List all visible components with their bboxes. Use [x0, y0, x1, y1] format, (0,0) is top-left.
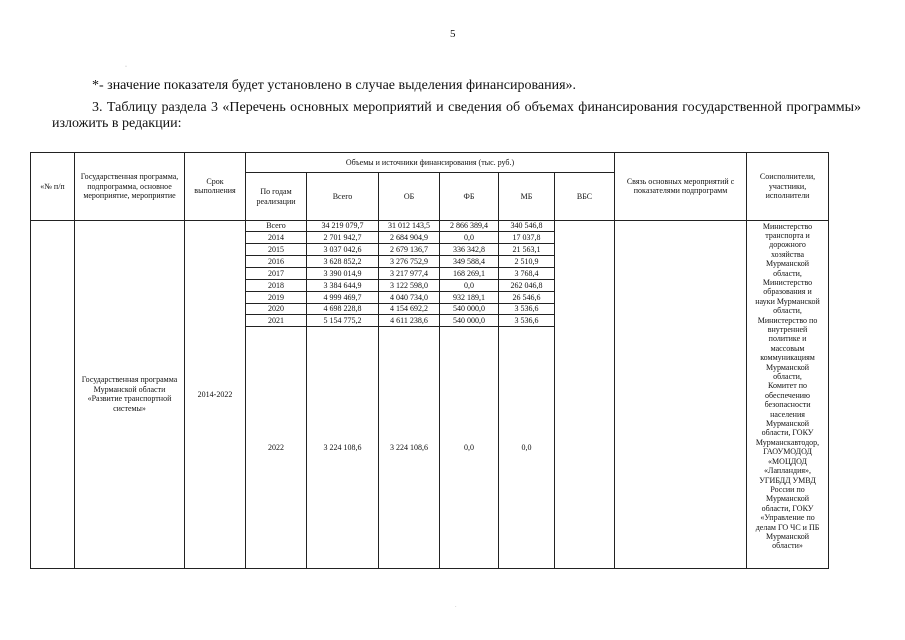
- executor-line: коммуникациям: [760, 353, 815, 363]
- row-fb: 2 866 389,4: [440, 220, 499, 232]
- header-fb: ФБ: [440, 173, 499, 220]
- row-total: 2 701 942,7: [307, 232, 379, 244]
- footnote-paragraph: *- значение показателя будет установлено в случае выделения финансирования».: [92, 78, 577, 93]
- executor-line: безопасности: [764, 400, 811, 410]
- row-year: 2014: [246, 232, 307, 244]
- row-fb: 540 000,0: [440, 315, 499, 327]
- executor-line: Министерство: [762, 221, 813, 231]
- row-fb: 0,0: [440, 279, 499, 291]
- row-mb: 3 536,6: [499, 303, 555, 315]
- executor-line: хозяйства: [770, 249, 805, 259]
- row-year: 2018: [246, 279, 307, 291]
- row-ob: 2 679 136,7: [379, 244, 440, 256]
- scan-speck: ·: [125, 64, 127, 70]
- executor-line: дорожного: [769, 240, 806, 250]
- executor-line: Мурманскавтодор,: [755, 437, 820, 447]
- row-fb: 932 189,1: [440, 291, 499, 303]
- row-mb: 0,0: [499, 327, 555, 569]
- executor-line: области,: [773, 268, 802, 278]
- row-total: 4 999 469,7: [307, 291, 379, 303]
- row-year: 2021: [246, 315, 307, 327]
- executor-line: УГИБДД УМВД: [759, 475, 816, 485]
- executor-line: Комитет по: [768, 381, 807, 391]
- executor-line: Министерство по: [757, 315, 818, 325]
- row-ob: 3 217 977,4: [379, 267, 440, 279]
- row-ob: 3 224 108,6: [379, 327, 440, 569]
- header-ob: ОБ: [379, 173, 440, 220]
- row-year: 2016: [246, 256, 307, 268]
- row-mb: 340 546,8: [499, 220, 555, 232]
- row-mb: 3 536,6: [499, 315, 555, 327]
- row-year: Всего: [246, 220, 307, 232]
- row-mb: 2 510,9: [499, 256, 555, 268]
- executor-line: области»: [772, 541, 803, 551]
- header-funding-group: Объемы и источники финансирования (тыс. руб.): [246, 153, 615, 173]
- executor-line: России по: [770, 484, 805, 494]
- row-total: 3 037 042,6: [307, 244, 379, 256]
- row-ob: 3 276 752,9: [379, 256, 440, 268]
- program-name-cell: Государственная программа Мурманской области «Развитие транспортной системы»: [75, 220, 185, 568]
- executor-line: Мурманской: [766, 494, 809, 504]
- executor-line: Мурманской: [766, 259, 809, 269]
- row-vbs: [555, 220, 615, 568]
- executor-line: массовым: [770, 343, 805, 353]
- row-mb: 3 768,4: [499, 267, 555, 279]
- page-number: 5: [450, 28, 456, 40]
- row-total: 3 224 108,6: [307, 327, 379, 569]
- term-cell: 2014-2022: [185, 220, 246, 568]
- executor-line: «МОЦДОД: [768, 456, 808, 466]
- row-mb: 21 563,1: [499, 244, 555, 256]
- row-total: 5 154 775,2: [307, 315, 379, 327]
- header-num: «№ п/п: [31, 153, 75, 221]
- executor-line: «Управление по: [760, 513, 815, 523]
- executor-line: обеспечению: [765, 390, 811, 400]
- header-term: Срок выполнения: [185, 153, 246, 221]
- row-ob: 2 684 904,9: [379, 232, 440, 244]
- header-executors: Соисполнители, участники, исполнители: [747, 153, 829, 221]
- row-ob: 3 122 598,0: [379, 279, 440, 291]
- row-year: 2022: [246, 327, 307, 569]
- header-years: По годам реализации: [246, 173, 307, 220]
- row-total: 3 384 644,9: [307, 279, 379, 291]
- row-total: 3 390 014,9: [307, 267, 379, 279]
- row-fb: 336 342,8: [440, 244, 499, 256]
- row-fb: 0,0: [440, 232, 499, 244]
- row-year: 2020: [246, 303, 307, 315]
- row-fb: 168 269,1: [440, 267, 499, 279]
- row-ob: 4 040 734,0: [379, 291, 440, 303]
- header-vbs: ВБС: [555, 173, 615, 220]
- header-total: Всего: [307, 173, 379, 220]
- executors-cell: [747, 220, 829, 568]
- executor-line: Министерство: [762, 277, 813, 287]
- row-fb: 540 000,0: [440, 303, 499, 315]
- executor-line: Мурманской: [766, 419, 809, 429]
- executor-line: области,: [773, 372, 802, 382]
- row-mb: 26 546,6: [499, 291, 555, 303]
- executor-line: Мурманской: [766, 362, 809, 372]
- funding-table: [30, 152, 829, 569]
- executor-line: области,: [773, 306, 802, 316]
- row-total: 3 628 852,2: [307, 256, 379, 268]
- executor-line: населения: [770, 409, 805, 419]
- row-ob: 4 154 692,2: [379, 303, 440, 315]
- executor-line: транспорта и: [765, 230, 810, 240]
- executor-line: делам ГО ЧС и ПБ: [755, 522, 820, 532]
- row-mb: 17 037,8: [499, 232, 555, 244]
- row-total: 4 698 228,8: [307, 303, 379, 315]
- executor-line: внутренней: [767, 325, 808, 335]
- row-fb: 349 588,4: [440, 256, 499, 268]
- header-link: Связь основных мероприятий с показателями подпрограмм: [615, 153, 747, 221]
- row-year: 2015: [246, 244, 307, 256]
- row-mb: 262 046,8: [499, 279, 555, 291]
- row-year: 2019: [246, 291, 307, 303]
- executor-line: области, ГОКУ: [761, 503, 814, 513]
- section-paragraph: 3. Таблицу раздела 3 «Перечень основных мероприятий и сведения об объемах финансирования государственной программы» изложить в редакции:: [52, 100, 861, 131]
- executor-line: Мурманской: [766, 531, 809, 541]
- cell-num-empty: [31, 220, 75, 568]
- row-ob: 4 611 238,6: [379, 315, 440, 327]
- executor-line: «Лапландия»,: [764, 466, 812, 476]
- executor-line: ГАОУМОДОД: [763, 447, 812, 457]
- executor-line: области, ГОКУ: [761, 428, 814, 438]
- executor-line: политике и: [768, 334, 807, 344]
- header-mb: МБ: [499, 173, 555, 220]
- link-cell: [615, 220, 747, 568]
- executor-line: науки Мурманской: [755, 296, 820, 306]
- executor-line: образования и: [763, 287, 812, 297]
- row-total: 34 219 079,7: [307, 220, 379, 232]
- header-name: Государственная программа, подпрограмма, основное мероприятие, мероприятие: [75, 153, 185, 221]
- row-ob: 31 012 143,5: [379, 220, 440, 232]
- row-fb: 0,0: [440, 327, 499, 569]
- scan-speck-bottom: ·: [455, 605, 457, 610]
- row-year: 2017: [246, 267, 307, 279]
